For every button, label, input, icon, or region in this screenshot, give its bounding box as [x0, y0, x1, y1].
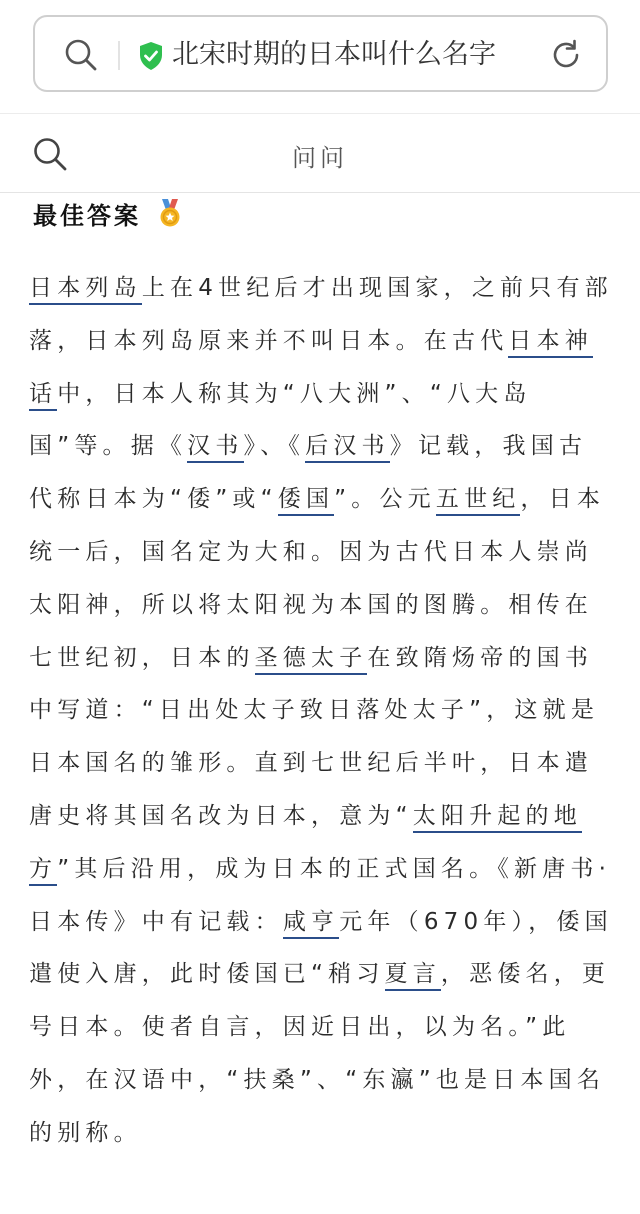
answer-term-link[interactable]: 日本神话 — [29, 328, 593, 411]
answer-term-link[interactable]: 太阳升起的地方 — [29, 803, 582, 886]
answer-term-link[interactable]: 五世纪 — [436, 486, 521, 516]
answer-body — [29, 262, 614, 1160]
answer-term-link[interactable]: 咸亨 — [283, 909, 339, 939]
medal-icon — [156, 198, 184, 232]
answer-text: 中，日本人称其为“八大洲”、“八大岛国”等。据《 — [29, 380, 532, 460]
search-bar[interactable] — [33, 15, 608, 92]
answer-text: ，恶倭名，更号日本。使者自言，因近日出，以为名。”此外，在汉语中，“扶桑”、“东瀛”也是日本国名的别称。 — [29, 961, 611, 1146]
answer-text: 元年（670年），倭国遣使入唐，此时倭国已“稍习 — [29, 908, 613, 988]
ask-label[interactable]: 问问 — [292, 144, 348, 172]
answer-term-link[interactable]: 倭国 — [278, 486, 334, 516]
answer-text: 在致隋炀帝的国书中写道：“日出处太子致日落处太子”，这就是日本国名的雏形。直到七世纪后半叶，日本遣唐史将其国名改为日本，意为“ — [29, 644, 600, 829]
answer-text: ”。公元 — [334, 486, 436, 513]
answer-text: 》记载，我国古代称日本为“倭”或“ — [29, 433, 588, 513]
answer-term-link[interactable]: 后汉书 — [305, 433, 390, 463]
answer-text: ，日本统一后，国名定为大和。因为古代日本人崇尚太阳神，所以将太阳视为本国的图腾。相传在七世纪初，日本的 — [29, 486, 606, 671]
shield-check-icon — [138, 41, 164, 75]
answer-term-link[interactable]: 汉书 — [187, 433, 243, 463]
answer-term-link[interactable]: 夏言 — [385, 961, 441, 991]
ask-row[interactable] — [0, 114, 640, 192]
best-answer-title: 最佳答案 — [33, 202, 141, 230]
ask-divider — [0, 192, 640, 193]
answer-term-link[interactable]: 圣德太子 — [255, 645, 368, 675]
search-icon[interactable] — [32, 136, 68, 176]
search-icon[interactable] — [64, 38, 98, 76]
answer-text: ”其后沿用，成为日本的正式国名。《新唐书·日本传》中有记载： — [29, 855, 612, 935]
refresh-icon[interactable] — [549, 38, 583, 76]
search-divider — [118, 41, 120, 70]
answer-text: 》、《 — [243, 433, 306, 460]
answer-text: 上在4世纪后才出现国家，之前只有部落，日本列岛原来并不叫日本。在古代 — [29, 275, 613, 354]
answer-term-link[interactable]: 日本列岛 — [29, 275, 142, 305]
search-query[interactable]: 北宋时期的日本叫什么名字 — [172, 39, 496, 70]
